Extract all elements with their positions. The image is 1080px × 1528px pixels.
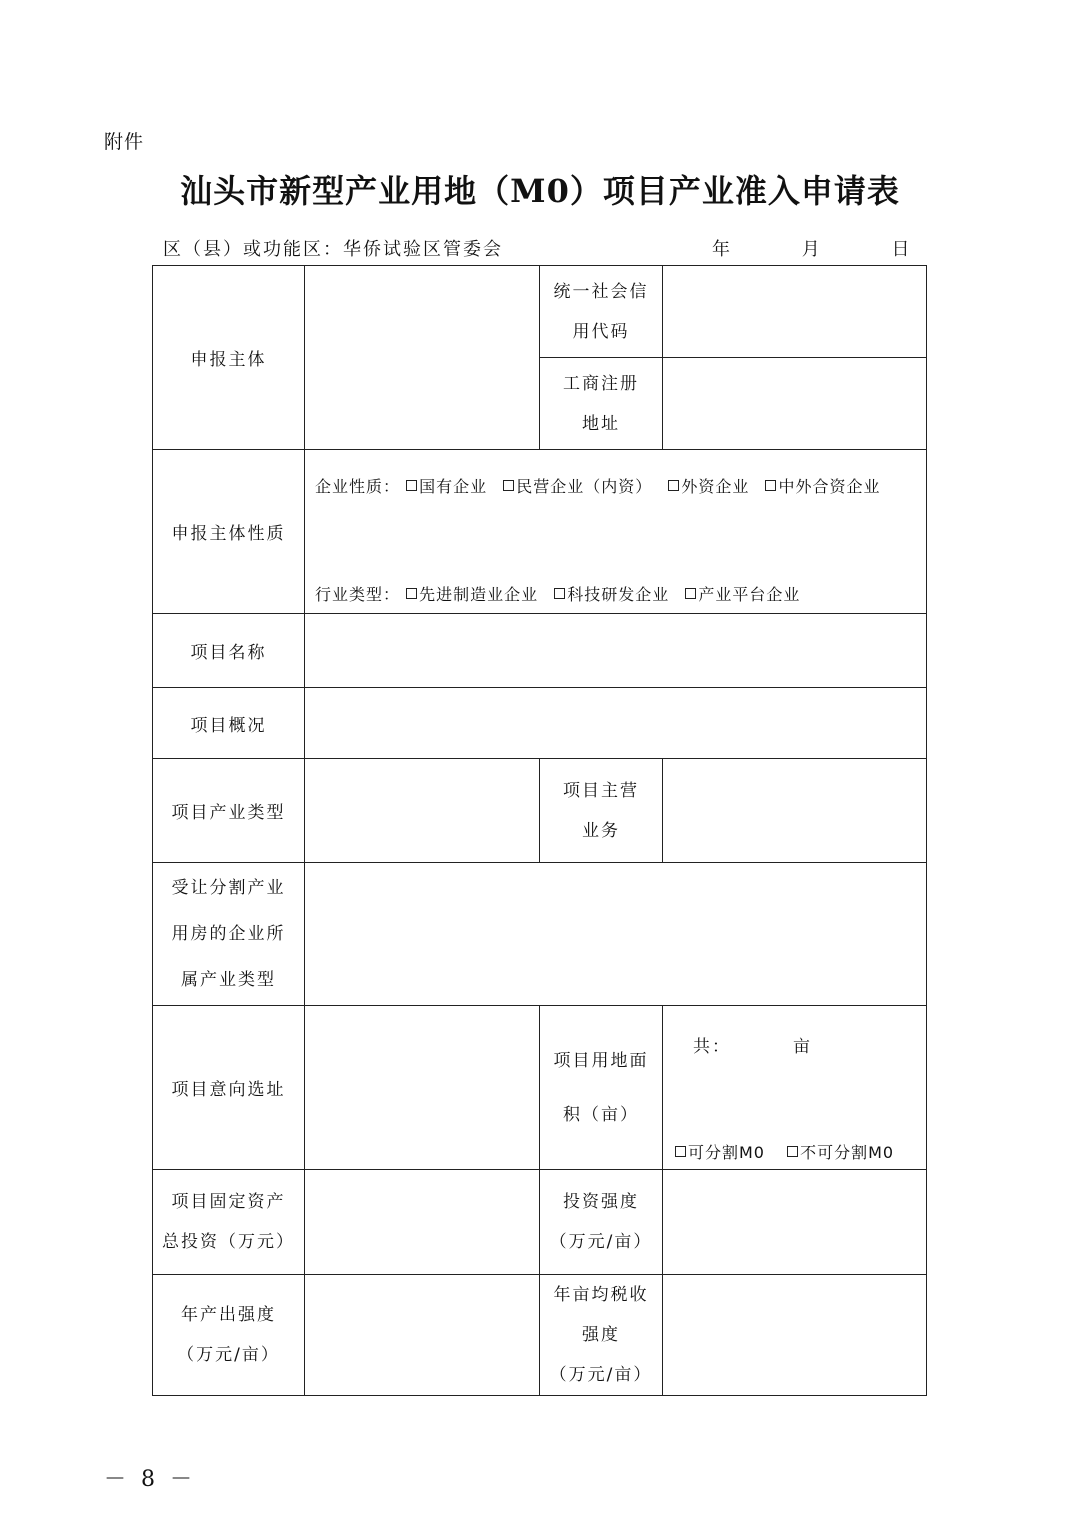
- enterprise-option-private[interactable]: 民营企业（内资）: [503, 477, 652, 496]
- reg-address-label-line2: 地址: [582, 413, 620, 434]
- main-business-label-line2: 业务: [582, 820, 620, 841]
- land-area-label-line2: 积（亩）: [563, 1104, 639, 1125]
- project-name-label: 项目名称: [153, 614, 305, 688]
- applicant-input[interactable]: [305, 266, 540, 450]
- attachment-label: 附件: [104, 131, 145, 153]
- transferee-label-line2: 用房的企业所: [171, 924, 286, 944]
- output-intensity-line1: 年产出强度: [181, 1305, 276, 1325]
- investment-intensity-line2: （万元/亩）: [549, 1232, 653, 1252]
- credit-code-label: [540, 266, 663, 358]
- split-option-indivisible[interactable]: 不可分割M0: [787, 1143, 894, 1162]
- industry-type-label: 项目产业类型: [153, 759, 305, 863]
- form-title: 汕头市新型产业用地（M0）项目产业准入申请表: [180, 172, 900, 210]
- applicant-label: 申报主体: [153, 266, 305, 450]
- tax-intensity-label: [540, 1275, 663, 1396]
- reg-address-label-line1: 工商注册: [563, 373, 639, 394]
- industry-option-rnd[interactable]: 科技研发企业: [554, 585, 669, 604]
- enterprise-nature-row: [315, 474, 890, 497]
- application-form-table: [152, 265, 927, 1396]
- date-year: 年: [712, 239, 732, 260]
- land-area-label-line1: 项目用地面: [553, 1050, 649, 1071]
- investment-label-line1: 项目固定资产: [171, 1192, 286, 1212]
- reg-address-label: [540, 358, 663, 450]
- land-area-label: [540, 1006, 663, 1170]
- nature-label: 申报主体性质: [153, 450, 305, 614]
- split-option-divisible[interactable]: 可分割M0: [675, 1143, 765, 1162]
- district-line: 区（县）或功能区：华侨试验区管委会: [163, 239, 503, 260]
- enterprise-option-state-owned[interactable]: 国有企业: [406, 477, 487, 496]
- split-options-row: [675, 1140, 910, 1163]
- land-area-unit: 亩: [793, 1037, 812, 1057]
- transferee-industry-input[interactable]: [305, 863, 927, 1006]
- project-overview-label: 项目概况: [153, 688, 305, 759]
- industry-type-input[interactable]: [305, 759, 540, 863]
- transferee-label-line1: 受让分割产业: [171, 878, 286, 898]
- site-input[interactable]: [305, 1006, 540, 1170]
- tax-intensity-line3: （万元/亩）: [549, 1365, 653, 1385]
- main-business-label: [540, 759, 663, 863]
- checkbox-icon[interactable]: [787, 1146, 798, 1157]
- land-area-total-prefix: 共：: [693, 1037, 731, 1057]
- project-overview-input[interactable]: [305, 688, 927, 759]
- investment-intensity-input[interactable]: [663, 1170, 927, 1275]
- land-area-total[interactable]: [693, 1032, 812, 1057]
- industry-option-platform[interactable]: 产业平台企业: [685, 585, 800, 604]
- main-business-label-line1: 项目主营: [563, 780, 639, 801]
- tax-intensity-input[interactable]: [663, 1275, 927, 1396]
- date-day: 日: [891, 239, 912, 260]
- checkbox-icon[interactable]: [503, 480, 514, 491]
- industry-type-prefix: 行业类型：: [315, 585, 401, 604]
- checkbox-icon[interactable]: [406, 480, 417, 491]
- investment-input[interactable]: [305, 1170, 540, 1275]
- enterprise-option-foreign[interactable]: 外资企业: [668, 477, 749, 496]
- nature-options-cell: [305, 450, 927, 614]
- page-number: － 8 －: [104, 1467, 196, 1492]
- tax-intensity-line2: 强度: [582, 1325, 620, 1345]
- reg-address-input[interactable]: [663, 358, 927, 450]
- checkbox-icon[interactable]: [406, 588, 417, 599]
- checkbox-icon[interactable]: [554, 588, 565, 599]
- investment-label-line2: 总投资（万元）: [162, 1232, 295, 1252]
- industry-type-row: [315, 582, 810, 605]
- credit-code-label-line2: 用代码: [572, 321, 630, 342]
- industry-option-manufacturing[interactable]: 先进制造业企业: [406, 585, 538, 604]
- transferee-industry-label: [153, 863, 305, 1006]
- investment-label: [153, 1170, 305, 1275]
- output-intensity-line2: （万元/亩）: [177, 1345, 280, 1365]
- investment-intensity-label: [540, 1170, 663, 1275]
- land-area-cell: [663, 1006, 927, 1170]
- credit-code-input[interactable]: [663, 266, 927, 358]
- project-name-input[interactable]: [305, 614, 927, 688]
- site-label: 项目意向选址: [153, 1006, 305, 1170]
- output-intensity-input[interactable]: [305, 1275, 540, 1396]
- checkbox-icon[interactable]: [675, 1146, 686, 1157]
- enterprise-option-joint-venture[interactable]: 中外合资企业: [765, 477, 880, 496]
- main-business-input[interactable]: [663, 759, 927, 863]
- checkbox-icon[interactable]: [765, 480, 776, 491]
- date-month: 月: [801, 239, 822, 260]
- checkbox-icon[interactable]: [685, 588, 696, 599]
- enterprise-nature-prefix: 企业性质：: [315, 477, 401, 496]
- transferee-label-line3: 属产业类型: [181, 970, 276, 990]
- checkbox-icon[interactable]: [668, 480, 679, 491]
- output-intensity-label: [153, 1275, 305, 1396]
- credit-code-label-line1: 统一社会信: [553, 281, 649, 302]
- tax-intensity-line1: 年亩均税收: [553, 1285, 649, 1305]
- investment-intensity-line1: 投资强度: [563, 1192, 639, 1212]
- date-line: [712, 235, 945, 261]
